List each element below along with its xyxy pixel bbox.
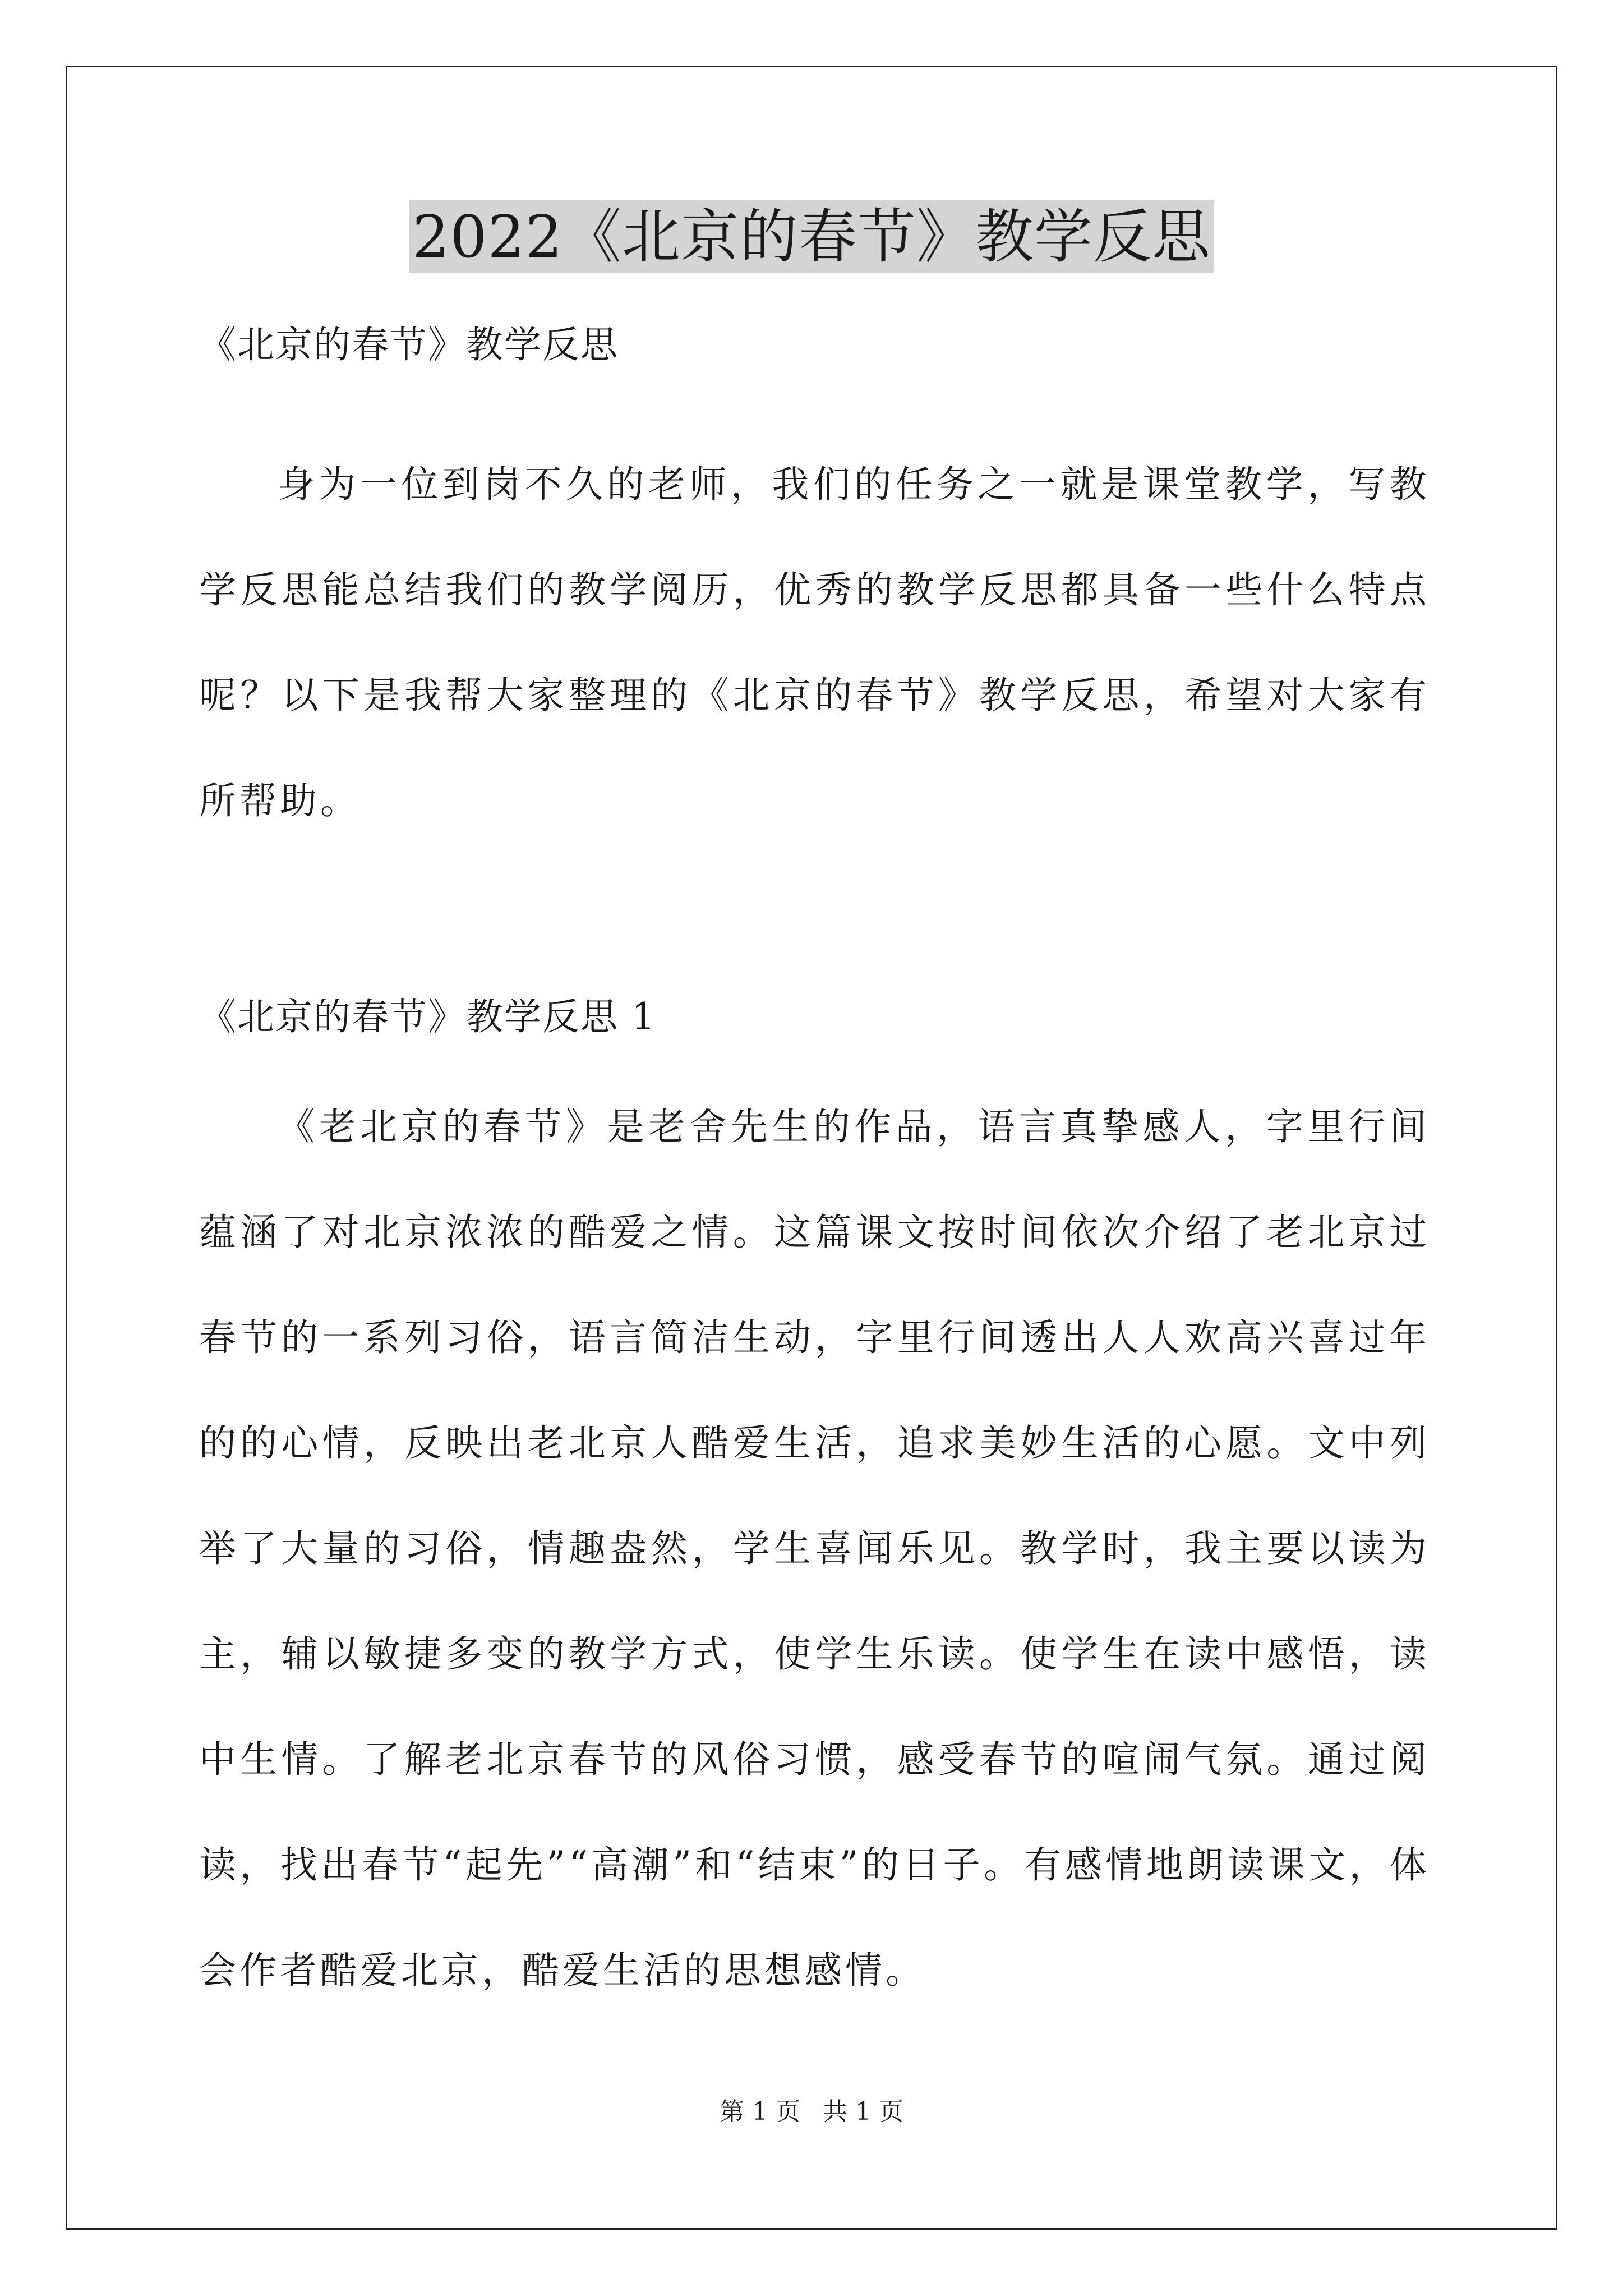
section-paragraph: 《老北京的春节》是老舍先生的作品，语言真挚感人，字里行间蕴涵了对北京浓浓的酷爱之情。这篇课文按时间依次介绍了老北京过春节的一系列习俗，语言简洁生动，字里行间透出人人欢高兴喜过年的的心情，反映出老北京人酷爱生活，追求美妙生活的心愿。文中列举了大量的习俗，情趣盎然，学生喜闻乐见。教学时，我主要以读为主，辅以敏捷多变的教学方式，使学生乐读。使学生在读中感悟，读中生情。了解老北京春节的风俗习惯，感受春节的喧闹气氛。通过阅读，找出春节“起先”“高潮”和“结束”的日子。有感情地朗读课文，体会作者酷爱北京，酷爱生活的思想感情。 (199, 1105, 1430, 1992)
section-1 (199, 992, 1430, 1042)
page-total: 共 1 页 (823, 2097, 903, 2126)
section-heading: 《北京的春节》教学反思 1 (199, 995, 656, 1038)
document-title-text: 2022《北京的春节》教学反思 (409, 200, 1214, 273)
page-number: 第 1 页 (720, 2097, 800, 2126)
intro-body (199, 432, 1430, 854)
document-title (0, 197, 1623, 276)
intro-heading: 《北京的春节》教学反思 (199, 323, 619, 366)
section-1-body (199, 1074, 1430, 2023)
intro-section (199, 320, 1430, 370)
page-footer (0, 2095, 1623, 2129)
intro-paragraph: 身为一位到岗不久的老师，我们的任务之一就是课堂教学，写教学反思能总结我们的教学阅历，优秀的教学反思都具备一些什么特点呢？以下是我帮大家整理的《北京的春节》教学反思，希望对大家有所帮助。 (199, 463, 1430, 822)
